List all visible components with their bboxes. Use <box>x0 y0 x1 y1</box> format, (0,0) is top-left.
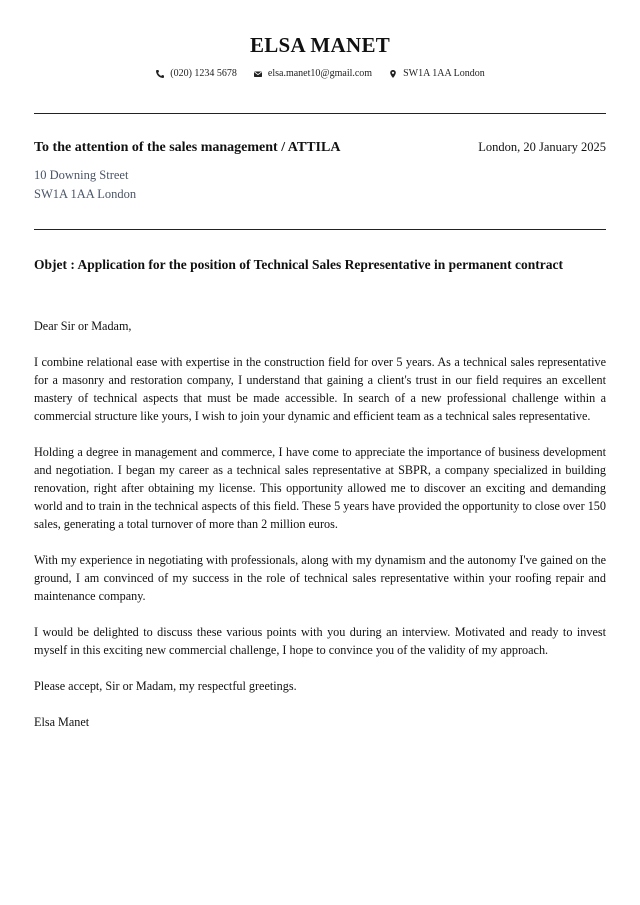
address-line-1: 10 Downing Street <box>34 168 129 182</box>
contact-info <box>34 68 606 79</box>
address-line-2: SW1A 1AA London <box>34 187 137 201</box>
contact-email-text: elsa.manet10@gmail.com <box>267 68 373 79</box>
signature: Elsa Manet <box>34 715 90 729</box>
sender-name: ELSA MANET <box>249 33 391 57</box>
contact-phone-text: (020) 1234 5678 <box>170 68 237 79</box>
contact-email <box>253 68 372 79</box>
letter-date: London, 20 January 2025 <box>478 140 606 154</box>
recipient-divider <box>34 229 606 230</box>
header-divider <box>34 113 606 114</box>
body-paragraph: Holding a degree in management and commerce, I have come to appreciate the importance of business development and negotiation. I began my career as a technical sales representative at SBPR, a company specialized in building renovation, right after obtaining my license. This opportunity allowed me to discover an exciting and demanding world and to train in the technical aspects of this field. These 5 years have provided the opportunity to close over 150 sales, generating a total turnover of more than 2 million euros. <box>34 445 606 531</box>
letter-body <box>34 317 606 749</box>
envelope-icon <box>253 69 263 79</box>
salutation: Dear Sir or Madam, <box>34 319 132 333</box>
map-pin-icon <box>388 69 398 79</box>
contact-phone <box>155 68 237 79</box>
contact-location <box>388 68 485 79</box>
contact-location-text: SW1A 1AA London <box>403 68 485 79</box>
recipient-title: To the attention of the sales management / ATTILA <box>34 140 341 155</box>
letter-subject: Objet : Application for the position of Technical Sales Representative in permanent contract <box>34 257 563 272</box>
phone-icon <box>155 69 165 79</box>
recipient-address <box>34 166 136 204</box>
body-paragraph: With my experience in negotiating with professionals, along with my dynamism and the autonomy I've gained on the ground, I am convinced of my success in the role of technical sales representative within your roofing repair and maintenance company. <box>34 553 606 603</box>
body-paragraph: I would be delighted to discuss these various points with you during an interview. Motivated and ready to invest myself in this exciting new commercial challenge, I hope to convince you of the validity of my approach. <box>34 625 606 657</box>
body-paragraph: I combine relational ease with expertise in the construction field for over 5 years. As a technical sales representative for a masonry and restoration company, I understand that gaining a client's trust in our field requires an excellent mastery of technical aspects that must be made accessible. In search of a new professional challenge within a commercial structure like yours, I wish to join your dynamic and efficient team as a technical sales representative. <box>34 355 606 423</box>
closing: Please accept, Sir or Madam, my respectful greetings. <box>34 679 297 693</box>
